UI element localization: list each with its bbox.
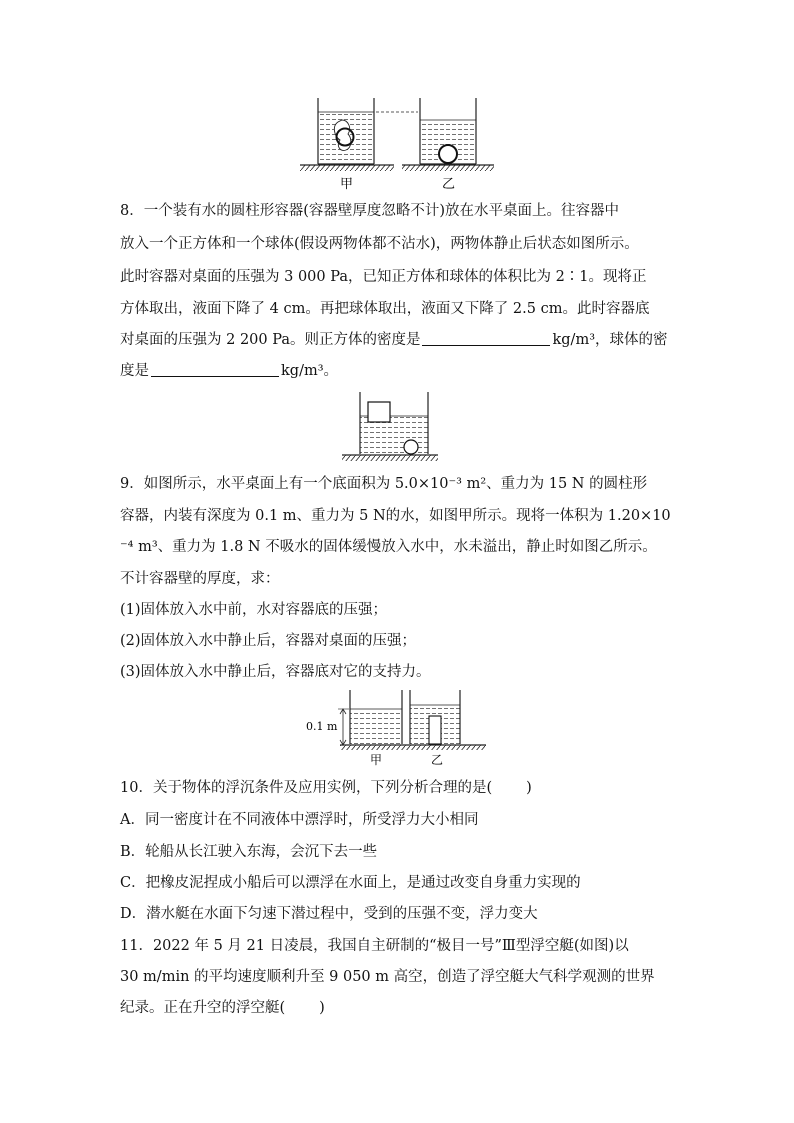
q10-option-a: A．同一密度计在不同液体中漂浮时，所受浮力大小相同 [120,812,479,828]
answer-blank-ball-density[interactable] [151,362,279,377]
q9-line2: 容器，内装有深度为 0.1 m、重力为 5 N的水，如图甲所示。现将一体积为 1.20×10 [120,508,671,524]
figure-containers-top [296,92,496,194]
q11-line3 [120,998,325,1018]
figure-depth-containers [300,686,490,768]
q10-option-b: B．轮船从长江驶入东海，会沉下去一些 [120,844,378,860]
q8-line1: 8．一个装有水的圆柱形容器(容器壁厚度忽略不计)放在水平桌面上。往容器中 [120,203,620,219]
ball [404,440,418,454]
depth-label: 0.1 m [306,720,338,733]
figure-container-cube-ball [340,390,440,464]
q8-line5-text: 对桌面的压强为 2 200 Pa。则正方体的密度是 [120,332,421,348]
q8-line2: 放入一个正方体和一个球体(假设两物体都不沾水)，两物体静止后状态如图所示。 [120,236,639,252]
q8-line5-unit: kg/m³，球体的密 [552,332,668,348]
q11-line3-close: ) [319,1000,325,1016]
q10-stem [120,778,532,798]
figure-label-left: 甲 [370,753,383,767]
q9-sub1: (1)固体放入水中前，水对容器底的压强； [120,602,388,618]
cube [368,402,390,422]
figure-label-left: 甲 [340,177,354,192]
q11-line3-text: 纪录。正在升空的浮空艇( [120,1000,286,1016]
figure-label-right: 乙 [442,177,456,192]
q8-line6-text: 度是 [120,363,149,379]
q9-sub3: (3)固体放入水中静止后，容器底对它的支持力。 [120,664,431,680]
q8-line4: 方体取出，液面下降了 4 cm。再把球体取出，液面又下降了 2.5 cm。此时容器底 [120,301,650,317]
q10-option-c: C．把橡皮泥捏成小船后可以漂浮在水面上，是通过改变自身重力实现的 [120,875,581,891]
q10-stem-close: ) [526,780,532,796]
q11-line1: 11．2022 年 5 月 21 日凌晨，我国自主研制的“极目一号”Ⅲ型浮空艇(如图)以 [120,938,629,954]
answer-blank-cube-density[interactable] [422,331,550,346]
solid-block [429,716,441,744]
q10-stem-text: 10．关于物体的浮沉条件及应用实例，下列分析合理的是( [120,780,493,796]
q8-line6-unit: kg/m³。 [281,363,339,379]
q9-line1: 9．如图所示，水平桌面上有一个底面积为 5.0×10⁻³ m²、重力为 15 N 的圆柱形 [120,476,648,492]
q9-line4: 不计容器壁的厚度，求： [120,571,280,587]
q8-line6 [120,361,338,381]
q11-line2: 30 m/min 的平均速度顺利升至 9 050 m 高空，创造了浮空艇大气科学观测的世界 [120,969,655,985]
q9-line3: ⁻⁴ m³、重力为 1.8 N 不吸水的固体缓慢放入水中，水未溢出，静止时如图乙所示。 [120,539,657,555]
q10-option-d: D．潜水艇在水面下匀速下潜过程中，受到的压强不变，浮力变大 [120,906,538,922]
figure-label-right: 乙 [431,753,444,767]
q8-line3: 此时容器对桌面的压强为 3 000 Pa，已知正方体和球体的体积比为 2∶1。现将正 [120,269,647,285]
q8-line5 [120,330,668,350]
ball-right [439,145,457,163]
q9-sub2: (2)固体放入水中静止后，容器对桌面的压强； [120,633,417,649]
